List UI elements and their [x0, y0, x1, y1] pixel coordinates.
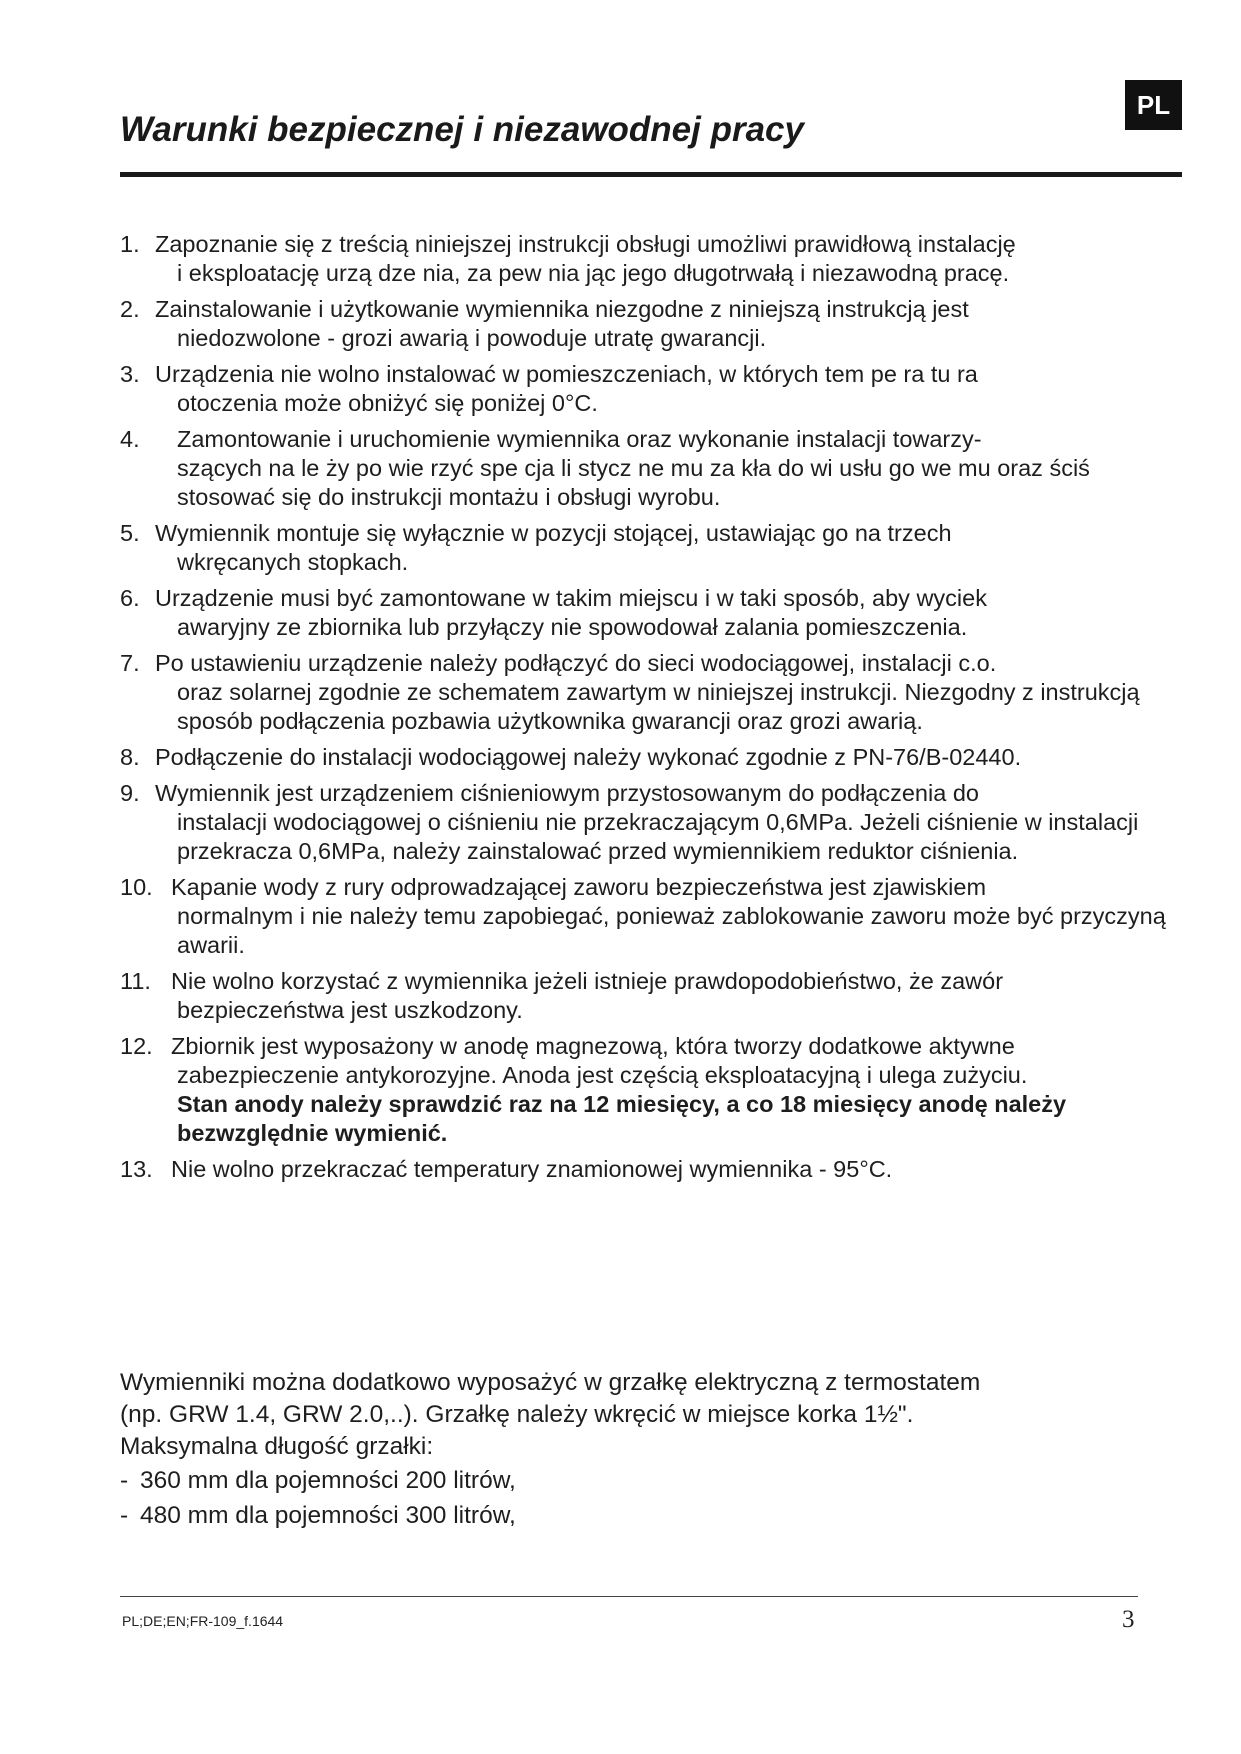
item-text-continued: zabezpieczenie antykorozyjne. Anoda jest częścią eksploatacyjną i ulega zużyciu.: [177, 1062, 1028, 1088]
item-text: Nie wolno korzystać z wymiennika jeżeli istnieje prawdopodobieństwo, że zawór: [171, 968, 1004, 994]
list-item: [120, 1032, 1205, 1148]
item-text-continued: otoczenia może obniżyć się poniżej 0°C.: [177, 390, 598, 416]
item-text-continued: awaryjny ze zbiornika lub przyłączy nie spowodował zalania pomieszczenia.: [177, 614, 968, 640]
item-number: 12.: [120, 1033, 153, 1059]
item-text-continued: i eksploatację urzą dze nia, za pew nia jąc jego długotrwałą i niezawodną pracę.: [177, 260, 1010, 286]
heater-note: [120, 1367, 1180, 1535]
item-text: Kapanie wody z rury odprowadzającej zaworu bezpieczeństwa jest zjawiskiem: [171, 874, 987, 900]
language-badge: PL: [1125, 80, 1182, 130]
list-item: [120, 519, 1205, 577]
heater-length-text: 480 mm dla pojemności 300 litrów,: [140, 1502, 516, 1529]
item-text-continued: bezpieczeństwa jest uszkodzony.: [177, 997, 523, 1023]
list-item: [120, 1465, 1180, 1497]
page-title: Warunki bezpiecznej i niezawodnej pracy: [120, 110, 804, 149]
dash-bullet: -: [120, 1467, 129, 1494]
list-item: [120, 1155, 1205, 1184]
item-number: 6.: [120, 585, 140, 611]
item-text: Zbiornik jest wyposażony w anodę magnezową, która tworzy dodatkowe aktywne: [171, 1033, 1015, 1059]
item-number: 9.: [120, 780, 140, 806]
item-text-continued: wkręcanych stopkach.: [177, 549, 409, 575]
item-number: 4.: [120, 426, 140, 452]
heater-length-text: 360 mm dla pojemności 200 litrów,: [140, 1467, 516, 1494]
list-item: [120, 967, 1205, 1025]
item-number: 10.: [120, 874, 153, 900]
item-text-continued: normalnym i nie należy temu zapobiegać, ponieważ zablokowanie zaworu może być przyczyną awarii.: [177, 903, 1166, 958]
list-item: [120, 584, 1205, 642]
item-number: 8.: [120, 744, 140, 770]
item-number: 1.: [120, 231, 140, 257]
safety-rules-list: [120, 230, 1205, 1187]
item-text-continued: niedozwolone - grozi awarią i powoduje utratę gwarancji.: [177, 325, 767, 351]
list-item: [120, 743, 1205, 772]
list-item: [120, 360, 1205, 418]
heater-note-line: (np. GRW 1.4, GRW 2.0,..). Grzałkę należy wkręcić w miejsce korka 1½".: [120, 1401, 914, 1428]
list-item: [120, 873, 1205, 960]
item-text-continued: oraz solarnej zgodnie ze schematem zawartym w niniejszej instrukcji. Niezgodny z instrukcją sposób podłączenia pozbawia użytkownika gwarancji oraz grozi awarią.: [177, 679, 1140, 734]
item-text-continued: stosować się do instrukcji montażu i obsługi wyrobu.: [177, 484, 721, 510]
item-text: Podłączenie do instalacji wodociągowej należy wykonać zgodnie z PN-76/B-02440.: [155, 744, 1022, 770]
item-text: Zamontowanie i uruchomienie wymiennika oraz wykonanie instalacji towarzy-: [177, 426, 982, 452]
footer-divider: [120, 1596, 1138, 1597]
item-text: Zapoznanie się z treścią niniejszej instrukcji obsługi umożliwi prawidłową instalację: [155, 231, 1016, 257]
item-number: 13.: [120, 1156, 153, 1182]
list-item: [120, 649, 1205, 736]
heater-note-line: Wymienniki można dodatkowo wyposażyć w grzałkę elektryczną z termostatem: [120, 1369, 981, 1396]
item-text: Zainstalowanie i użytkowanie wymiennika niezgodne z niniejszą instrukcją jest: [155, 296, 969, 322]
page-number: 3: [1122, 1606, 1135, 1633]
item-text-continued: szących na le ży po wie rzyć spe cja li stycz ne mu za kła do wi usłu go we mu oraz ściś: [177, 455, 1090, 481]
item-text: Urządzenie musi być zamontowane w takim miejscu i w taki sposób, aby wyciek: [155, 585, 987, 611]
item-text: Urządzenia nie wolno instalować w pomieszczeniach, w których tem pe ra tu ra: [155, 361, 978, 387]
list-item: [120, 295, 1205, 353]
item-number: 5.: [120, 520, 140, 546]
item-number: 3.: [120, 361, 140, 387]
anode-warning-text: Stan anody należy sprawdzić raz na 12 miesięcy, a co 18 miesięcy anodę należy bezwzględnie wymienić.: [177, 1091, 1067, 1146]
item-text: Wymiennik montuje się wyłącznie w pozycji stojącej, ustawiając go na trzech: [155, 520, 952, 546]
heater-note-line: Maksymalna długość grzałki:: [120, 1433, 434, 1460]
heater-length-list: [120, 1465, 1180, 1532]
list-item: [120, 1500, 1180, 1532]
title-divider: [120, 172, 1182, 177]
item-text: Po ustawieniu urządzenie należy podłączyć do sieci wodociągowej, instalacji c.o.: [155, 650, 997, 676]
item-number: 11.: [120, 968, 151, 994]
item-text-continued: instalacji wodociągowej o ciśnieniu nie przekraczającym 0,6MPa. Jeżeli ciśnienie w instalacji przekracza 0,6MPa, należy zainstalować przed wymiennikiem reduktor ciśnienia.: [177, 809, 1139, 864]
dash-bullet: -: [120, 1502, 129, 1529]
item-number: 7.: [120, 650, 140, 676]
item-text: Wymiennik jest urządzeniem ciśnieniowym przystosowanym do podłączenia do: [155, 780, 979, 806]
document-code: PL;DE;EN;FR-109_f.1644: [122, 1613, 284, 1629]
list-item: [120, 425, 1205, 512]
item-number: 2.: [120, 296, 140, 322]
item-text: Nie wolno przekraczać temperatury znamionowej wymiennika - 95°C.: [171, 1156, 893, 1182]
list-item: [120, 779, 1205, 866]
list-item: [120, 230, 1205, 288]
